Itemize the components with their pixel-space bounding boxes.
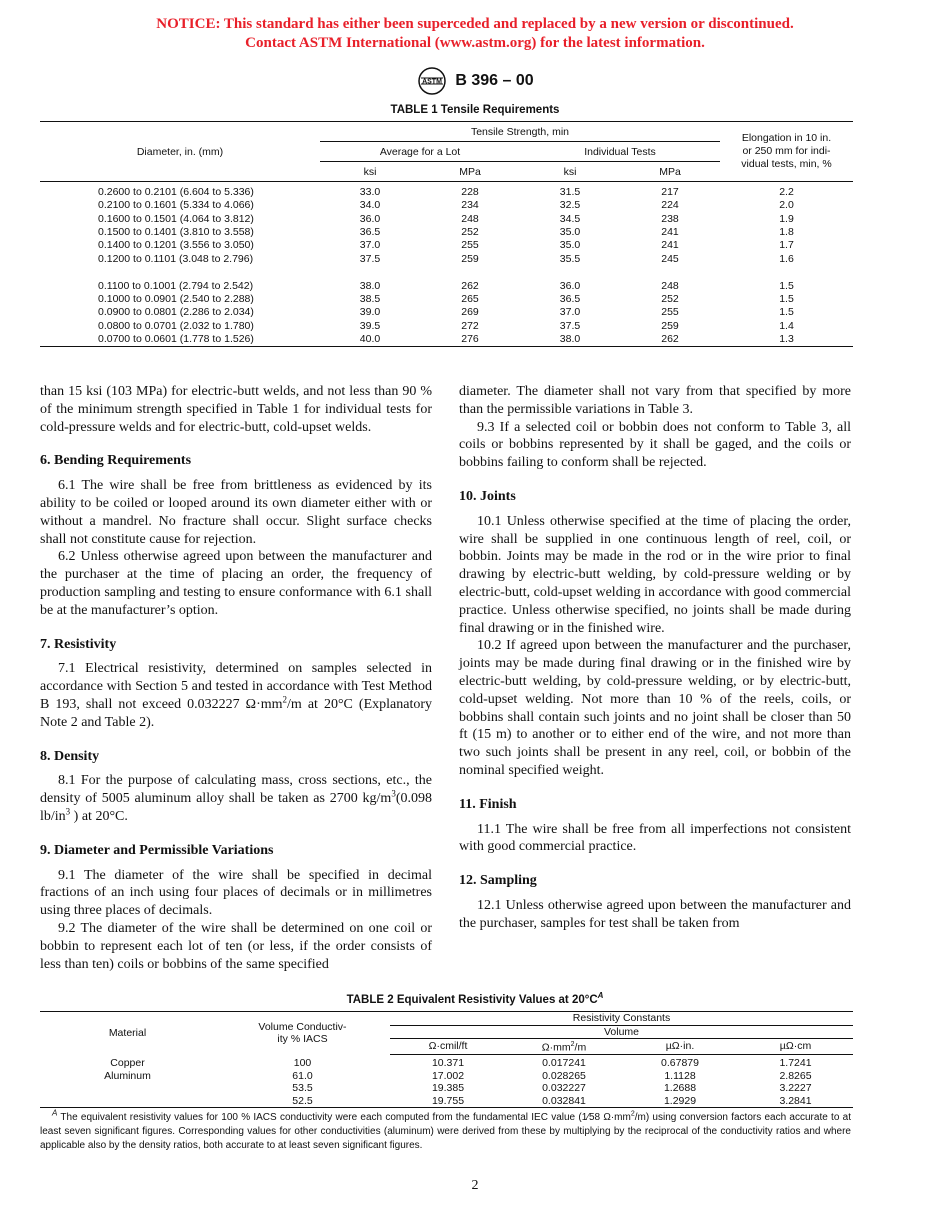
notice-line-2: Contact ASTM International (www.astm.org) for the latest information. (245, 35, 705, 51)
header-conductivity-line1: Volume Conductiv- (258, 1020, 347, 1033)
value-cell: 262 (461, 279, 479, 292)
astm-logo-icon (416, 66, 448, 96)
value-cell: 238 (661, 212, 679, 225)
notice-banner (0, 15, 950, 53)
value-cell: 36.0 (359, 212, 381, 225)
paragraph-9-3: 9.3 If a selected coil or bobbin does not conform to Table 3, all coils or bobbins represented by it shall be gaged, and the coils or bobbins failing to conform shall be rejected. (459, 419, 851, 471)
value-cell: 262 (661, 332, 679, 345)
section-10-heading: 10. Joints (459, 488, 516, 504)
header-material: Material (108, 1027, 147, 1039)
table-row (40, 1095, 853, 1108)
table-row (40, 182, 853, 200)
table2-footnote (40, 1108, 851, 1153)
paragraph-12-1: 12.1 Unless otherwise agreed upon between the manufacturer and the purchaser, samples for test shall be taken from (459, 897, 851, 931)
value-cell: 34.0 (359, 199, 381, 212)
superscript: 2 (282, 694, 288, 705)
diameter-cell: 0.2100 to 0.1601 (5.334 to 4.066) (98, 199, 254, 212)
paragraph-7-1-text-b: /m at 20°C (Explanatory Note 2 and Table 2). (40, 696, 433, 730)
value-cell: 32.5 (559, 199, 581, 212)
value-cell: 3.2227 (779, 1082, 812, 1094)
header-ohm-cmil-ft: Ω·cmil/ft (390, 1039, 506, 1055)
header-resistivity-constants: Resistivity Constants (390, 1012, 853, 1026)
unit-text: /m (574, 1041, 587, 1054)
diameter-cell: 0.0900 to 0.0801 (2.286 to 2.034) (98, 306, 254, 319)
section-6-heading: 6. Bending Requirements (40, 453, 192, 469)
table-row (40, 279, 853, 292)
table-row (40, 199, 853, 212)
value-cell: 2.8265 (779, 1069, 812, 1082)
paragraph-8-1-text-a: 8.1 For the purpose of calculating mass, cross sections, etc., the density of 5005 aluminum alloy shall be taken as 2700 kg/m (40, 773, 432, 807)
value-cell: 1.8 (779, 225, 794, 238)
section-12-heading: 12. Sampling (459, 873, 537, 889)
material-cell: Aluminum (104, 1069, 151, 1082)
paragraph-9-1: 9.1 The diameter of the wire shall be specified in decimal fractions of an inch using four places of decimals or in millimetres using three places of decimals. (40, 867, 432, 919)
value-cell: 0.028265 (542, 1069, 586, 1082)
value-cell: 37.0 (559, 306, 581, 319)
table1-caption: TABLE 1 Tensile Requirements (390, 104, 560, 116)
resistivity-values-table (40, 1011, 853, 1108)
value-cell: 33.0 (359, 186, 381, 198)
value-cell: 0.032841 (542, 1094, 586, 1107)
value-cell: 245 (661, 252, 679, 265)
header-average-for-lot: Average for a Lot (320, 142, 520, 162)
paragraph-6-1: 6.1 The wire shall be free from brittleness as evidenced by its ability to be coiled or looped around its own diameter either with or without a mandrel. No fracture shall occur. Slight surface checks shall not constitute cause for rejection. (40, 478, 432, 547)
diameter-cell: 0.1100 to 0.1001 (2.794 to 2.542) (98, 279, 254, 292)
value-cell: 52.5 (292, 1094, 313, 1107)
value-cell: 100 (293, 1056, 312, 1069)
continued-paragraph: diameter. The diameter shall not vary from that specified by more than the permissible variations in Table 3. (459, 384, 851, 417)
group-spacer (40, 266, 853, 279)
value-cell: 1.9 (779, 212, 794, 225)
diameter-cell: 0.1000 to 0.0901 (2.540 to 2.288) (98, 292, 254, 305)
value-cell: 1.5 (779, 279, 794, 292)
value-cell: 248 (461, 212, 479, 225)
material-cell (40, 1095, 215, 1108)
value-cell: 0.67879 (661, 1057, 699, 1069)
value-cell: 259 (661, 319, 679, 332)
diameter-cell: 0.1500 to 0.1401 (3.810 to 3.558) (98, 225, 254, 238)
paragraph-10-1: 10.1 Unless otherwise specified at the time of placing the order, wire shall be supplied in one continuous length of reel, coil, or bobbin. Joints may be made in the rod or in the wire prior to final drawing by electric-butt welding, by cold-pressure welding or by electric-butt, cold-upset welding in accordance with good commercial practice. Unless otherwise specified, no joints shall be made during final drawing or in the finished wire. (459, 513, 851, 636)
continued-paragraph: than 15 ksi (103 MPa) for electric-butt welds, and not less than 90 % of the minimum strength specified in Table 1 for individual tests for cold-pressure welds and for electric-butt, cold-upset welds. (40, 384, 432, 435)
unit-text: Ω·mm (541, 1041, 571, 1054)
table-row (40, 320, 853, 333)
header-elongation-line1: Elongation in 10 in. (741, 132, 832, 144)
section-9-heading: 9. Diameter and Permissible Variations (40, 842, 274, 858)
value-cell: 234 (461, 199, 479, 212)
header-elongation-line2: or 250 mm for indi- (742, 145, 831, 157)
value-cell: 36.5 (559, 292, 581, 305)
tensile-table-body (40, 182, 853, 347)
header-volume-conductivity (215, 1012, 390, 1055)
paragraph-10-2: 10.2 If agreed upon between the manufacturer and the purchaser, joints may be made during final drawing or in the finished wire by electric-butt welding, by cold-pressure welding, or by electric-butt, cold-upset welding. Not more than 10 % of the reels, coils, or bobbins shall contain such joints and no joint shall be closer than 50 ft (15 m) to another or to either end of the wire, and not more than two such joints shall be present in any reel, coil, or bobbin of the nominal specified weight. (459, 638, 851, 778)
footnote-text-b: Ω·mm (600, 1112, 631, 1123)
header-diameter: Diameter, in. (mm) (136, 145, 224, 158)
table-row (40, 293, 853, 306)
tensile-requirements-table (40, 121, 853, 347)
header-ksi: ksi (563, 165, 577, 178)
value-cell: 252 (661, 292, 679, 305)
diameter-cell: 0.1400 to 0.1201 (3.556 to 3.050) (98, 239, 254, 252)
paragraph-7-1-text-a: 7.1 Electrical resistivity, determined on samples selected in accordance with Section 5 and tested in accordance with Test Method B 193, shall not exceed 0.032227 Ω·mm (40, 661, 432, 712)
superscript: 2 (630, 1110, 635, 1118)
value-cell: 272 (461, 319, 479, 332)
astm-logo-text: ASTM (422, 78, 443, 86)
value-cell: 37.5 (559, 319, 581, 332)
header-mpa: MPa (459, 165, 481, 178)
value-cell: 1.5 (779, 292, 794, 305)
value-cell: 19.755 (431, 1094, 465, 1107)
section-11-heading: 11. Finish (459, 796, 517, 812)
paragraph-9-2: 9.2 The diameter of the wire shall be determined on one coil or bobbin to represent each lot of ten (or less, if the order consists of less than ten) coils or bobbins of the same specified (40, 920, 432, 972)
value-cell: 37.0 (359, 239, 381, 252)
table-row (40, 253, 853, 266)
paragraph-8-1 (40, 772, 432, 825)
header-micro-ohm-in: µΩ·in. (622, 1039, 738, 1055)
value-cell: 224 (661, 199, 679, 212)
value-cell: 34.5 (559, 212, 581, 225)
document-designation (0, 66, 950, 96)
footnote-text-a: The equivalent resistivity values for 100 % IACS conductivity were each computed from the fundamental IEC value ( (57, 1112, 582, 1123)
value-cell: 1.2688 (663, 1082, 697, 1094)
superscript: 3 (65, 806, 71, 817)
value-cell: 0.017241 (542, 1057, 586, 1069)
left-column (40, 383, 432, 973)
notice-line-1: NOTICE: This standard has either been superceded and replaced by a new version or discontinued. (156, 16, 794, 32)
value-cell: 0.032227 (542, 1082, 586, 1094)
value-cell: 38.5 (359, 292, 381, 305)
header-elongation (720, 122, 853, 182)
value-cell: 2.0 (779, 199, 794, 212)
value-cell: 1.1128 (664, 1069, 696, 1082)
section-7-heading: 7. Resistivity (40, 636, 117, 652)
value-cell: 241 (661, 239, 679, 252)
diameter-cell: 0.0800 to 0.0701 (2.032 to 1.780) (98, 319, 254, 332)
diameter-cell: 0.2600 to 0.2101 (6.604 to 5.336) (98, 186, 254, 198)
value-cell: 252 (461, 225, 479, 238)
diameter-cell: 0.0700 to 0.0601 (1.778 to 1.526) (98, 332, 254, 345)
paragraph-8-1-text-c: ) at 20°C. (70, 808, 128, 824)
value-cell: 1.7241 (779, 1057, 812, 1069)
value-cell: 276 (461, 332, 479, 345)
footnote-text-c: /m) using conversion factors each accurate to at least seven significant figures. Corresponding values for other conductivities (aluminum) were derived from these by multiplying by the reciprocal of the conductivity ratios and where applicable also by the density ratios, both accurate to at least seven significant figures. (40, 1112, 851, 1151)
value-cell: 1.7 (779, 239, 794, 252)
footnote-mark: A (52, 1108, 58, 1118)
table2-caption-text: TABLE 2 Equivalent Resistivity Values at 20°C (346, 993, 598, 1006)
value-cell: 61.0 (292, 1069, 313, 1082)
value-cell: 39.0 (359, 306, 381, 319)
value-cell: 269 (461, 306, 479, 319)
superscript: 3 (391, 788, 396, 799)
value-cell: 259 (461, 252, 479, 265)
value-cell: 1.3 (779, 332, 794, 345)
value-cell: 19.385 (431, 1082, 465, 1094)
footnote-mark: A (597, 991, 604, 1000)
value-cell: 228 (461, 186, 479, 198)
table-row (40, 226, 853, 239)
header-conductivity-line2: ity % IACS (277, 1033, 328, 1046)
table2-caption (0, 991, 950, 1006)
value-cell: 40.0 (359, 332, 381, 345)
value-cell: 241 (661, 225, 679, 238)
value-cell: 35.0 (559, 225, 581, 238)
value-cell: 35.0 (559, 239, 581, 252)
value-cell: 217 (661, 186, 679, 198)
value-cell: 248 (661, 279, 679, 292)
value-cell: 3.2841 (779, 1094, 812, 1107)
paragraph-8-1-text-b: (0.098 lb/in (40, 791, 432, 824)
table-row (40, 1070, 853, 1083)
header-volume: Volume (390, 1025, 853, 1039)
header-ohm-mm2-m (506, 1039, 622, 1055)
table-row (40, 306, 853, 319)
paragraph-11-1: 11.1 The wire shall be free from all imperfections not consistent with good commercial practice. (459, 821, 851, 855)
paragraph-7-1 (40, 660, 432, 731)
table-row (40, 333, 853, 347)
superscript: 2 (570, 1041, 575, 1048)
table-row (40, 239, 853, 252)
diameter-cell: 0.1200 to 0.1101 (3.048 to 2.796) (98, 252, 254, 265)
value-cell: 39.5 (359, 319, 381, 332)
table-row (40, 212, 853, 225)
material-cell (40, 1082, 215, 1095)
value-cell: 1.6 (779, 252, 794, 265)
table-row (40, 1055, 853, 1070)
value-cell: 38.0 (359, 279, 381, 292)
header-elongation-line3: vidual tests, min, % (741, 158, 832, 170)
footnote-fraction: 1⁄58 (581, 1112, 601, 1123)
value-cell: 10.371 (431, 1057, 465, 1069)
value-cell: 36.0 (559, 279, 581, 292)
value-cell: 35.5 (559, 252, 581, 265)
header-micro-ohm-cm: µΩ·cm (738, 1039, 853, 1055)
value-cell: 255 (661, 306, 679, 319)
value-cell: 255 (461, 239, 479, 252)
value-cell: 265 (461, 292, 479, 305)
value-cell: 38.0 (559, 332, 581, 345)
value-cell: 53.5 (292, 1082, 313, 1094)
section-8-heading: 8. Density (40, 748, 100, 764)
right-column (459, 383, 851, 933)
header-ksi: ksi (363, 165, 377, 178)
paragraph-6-2: 6.2 Unless otherwise agreed upon between the manufacturer and the purchaser at the time of placing an order, the frequency of production sampling and testing to ensure conformance with 6.1 shall be at the manufacturer’s option. (40, 549, 432, 618)
resistivity-table-body (40, 1055, 853, 1108)
header-mpa: MPa (659, 165, 681, 178)
value-cell: 1.4 (779, 319, 794, 332)
material-cell: Copper (110, 1056, 145, 1069)
value-cell: 2.2 (779, 186, 794, 198)
page-number: 2 (471, 1178, 479, 1193)
value-cell: 36.5 (359, 225, 381, 238)
value-cell: 37.5 (359, 252, 381, 265)
designation-number: B 396 – 00 (455, 72, 534, 89)
value-cell: 17.002 (431, 1069, 465, 1082)
header-tensile-strength: Tensile Strength, min (320, 122, 720, 142)
value-cell: 1.2929 (663, 1094, 697, 1107)
table-row (40, 1082, 853, 1095)
value-cell: 31.5 (559, 186, 581, 198)
value-cell: 1.5 (779, 306, 794, 319)
header-individual-tests: Individual Tests (520, 142, 720, 162)
diameter-cell: 0.1600 to 0.1501 (4.064 to 3.812) (98, 212, 254, 225)
